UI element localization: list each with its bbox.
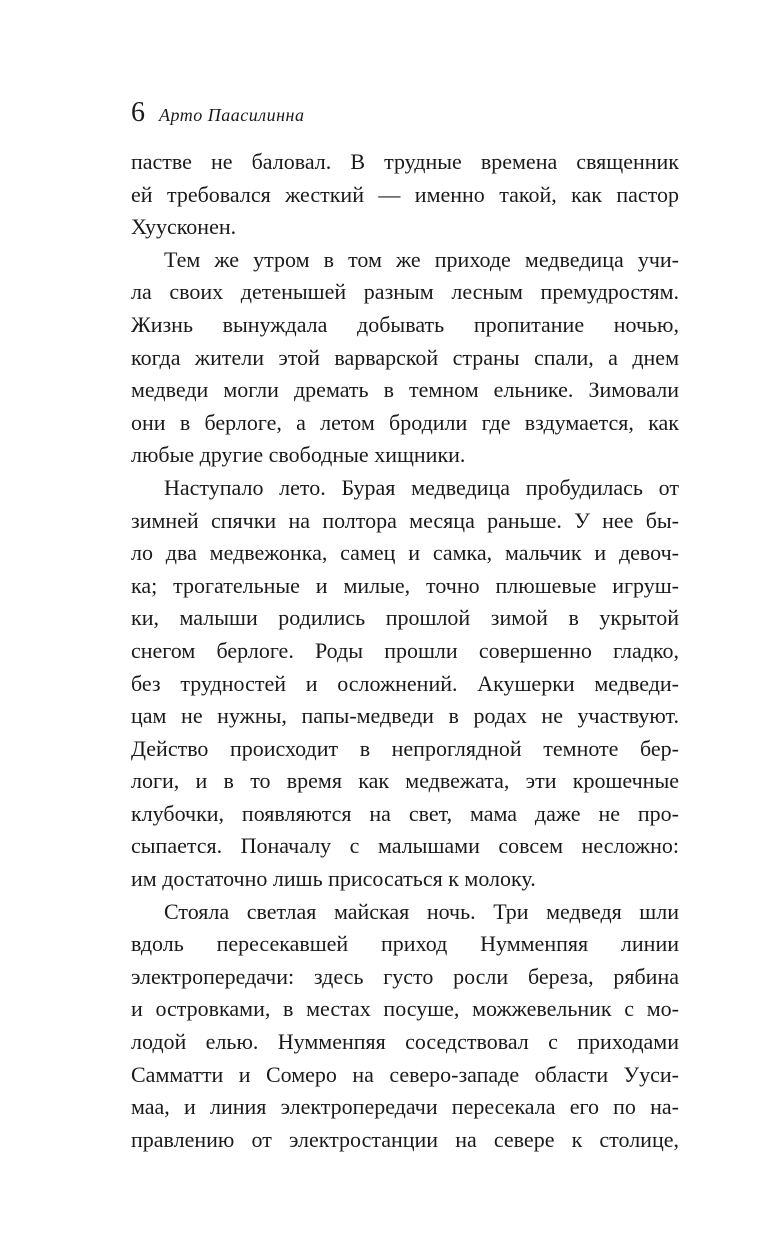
text-line: ка; трогательные и милые, точно плюшевые игруш- — [131, 572, 679, 598]
text-line: электропередачи: здесь густо росли береза, рябина — [131, 963, 679, 989]
text-line: любые другие свободные хищники. — [131, 442, 466, 468]
text-line: лодой елью. Нумменпяя соседствовал с приходами — [131, 1029, 679, 1055]
running-head — [131, 96, 304, 130]
text-line: клубочки, появляются на свет, мама даже не про- — [131, 800, 679, 826]
text-line: снегом берлоге. Роды прошли совершенно гладко, — [131, 637, 679, 663]
text-line: медведи могли дремать в темном ельнике. Зимовали — [131, 377, 679, 403]
text-line: ей требовался жесткий — именно такой, как пастор — [131, 181, 679, 207]
running-title: Арто Паасилинна — [159, 105, 305, 125]
text-line: правлению от электростанции на севере к столице, — [131, 1126, 679, 1152]
text-line: без трудностей и осложнений. Акушерки медведи- — [131, 670, 679, 696]
body-text — [131, 146, 679, 1156]
page-number: 6 — [131, 97, 145, 128]
text-line: и островками, в местах посуше, можжевельник с мо- — [131, 996, 679, 1022]
text-line: Стояла светлая майская ночь. Три медведя шли — [164, 898, 679, 924]
text-line: Наступало лето. Бурая медведица пробудилась от — [164, 474, 679, 500]
text-line: они в берлоге, а летом бродили где вздумается, как — [131, 409, 679, 435]
text-line: цам не нужны, папы-медведи в родах не участвуют. — [131, 703, 679, 729]
text-line: ки, малыши родились прошлой зимой в укрытой — [131, 605, 679, 631]
text-line: Тем же утром в том же приходе медведица учи- — [164, 246, 679, 272]
text-line: пастве не баловал. В трудные времена священник — [131, 149, 679, 174]
text-line: им достаточно лишь присосаться к молоку. — [131, 866, 536, 892]
text-line: Самматти и Сомеро на северо-западе области Ууси- — [131, 1061, 679, 1087]
text-line: Жизнь вынуждала добывать пропитание ночью, — [131, 311, 679, 337]
text-line: вдоль пересекавшей приход Нумменпяя линии — [131, 931, 679, 957]
text-line: логи, и в то время как медвежата, эти крошечные — [131, 768, 679, 794]
text-line: когда жители этой варварской страны спали, а днем — [131, 344, 679, 370]
text-line: ло два медвежонка, самец и самка, мальчик и девоч- — [131, 540, 679, 566]
text-line: маа, и линия электропередачи пересекала его по на- — [131, 1094, 679, 1120]
text-line: сыпается. Поначалу с малышами совсем несложно: — [131, 833, 679, 859]
text-line: Хуусконен. — [131, 214, 237, 240]
text-line: зимней спячки на полтора месяца раньше. У нее бы- — [131, 507, 679, 533]
text-line: ла своих детенышей разным лесным премудростям. — [131, 279, 679, 305]
text-line: Действо происходит в непроглядной темноте бер- — [131, 735, 679, 761]
